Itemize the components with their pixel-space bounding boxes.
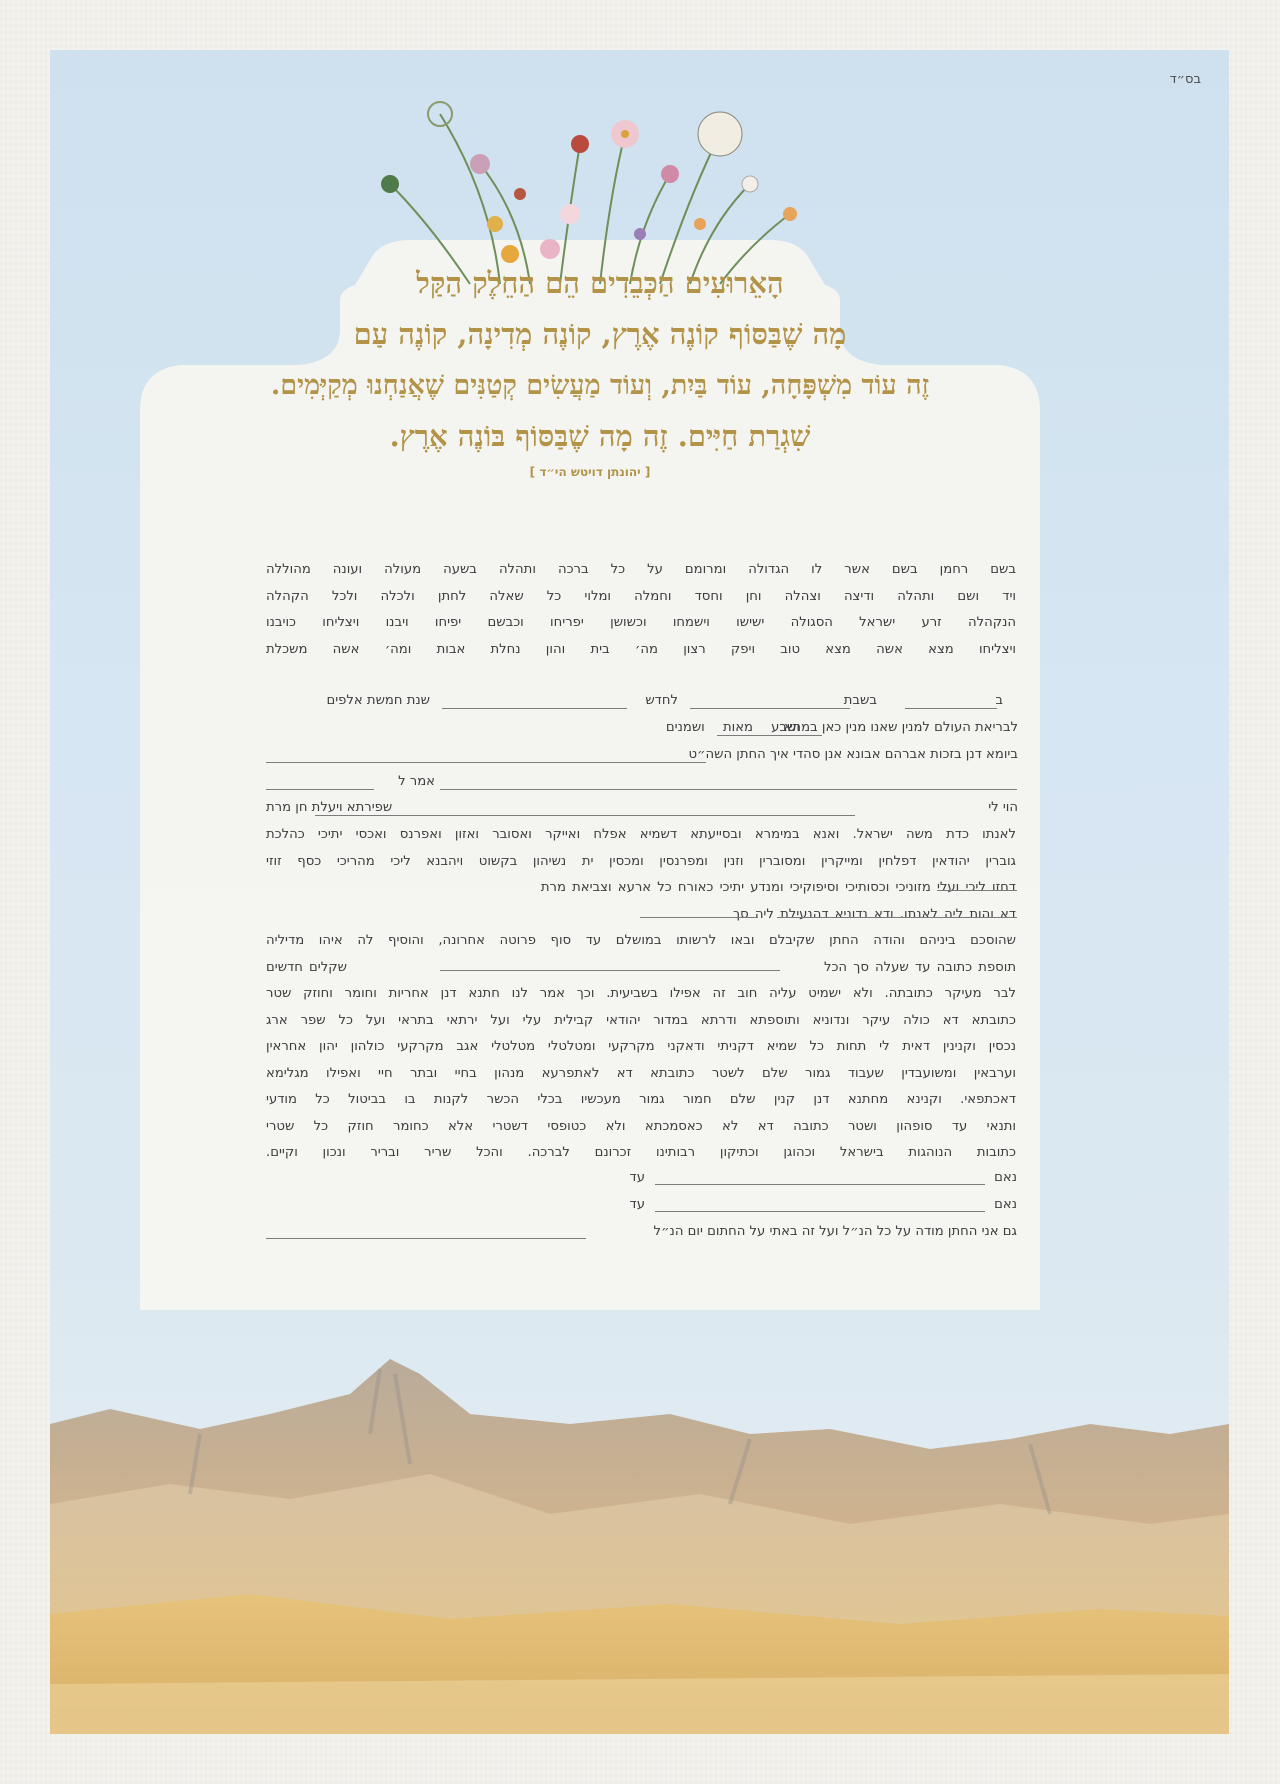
body-line: דאכתפאי. וקנינא מחתנא דנן קנין שלם חמור גמור מעכשיו בכלי הכשר לקנות בו בביטול כל מודעי — [266, 1092, 1016, 1107]
poem-line: הָאֵרוּעִים הַכְּבֵדִים הֵם הַחֵלֶק הַקַּל — [416, 266, 784, 300]
intro-line: ויצליחו מצא אשה מצא טוב ויפק רצון מה׳ בית והון נחלת אבות ומה׳ אשה משכלת — [266, 641, 1016, 657]
body-line: לבר מעיקר כתובתה. ולא ישמיט עליה חוב זה אפילו בשביעית. וכך אמר לנו חתנא דנן אחריות וחומר וחוזק שטר — [266, 986, 1016, 1001]
form-label-era: לבריאת העולם למנין שאנו מנין כאן במתא — [783, 720, 1018, 735]
groom-acknowledgement: גם אני החתן מודה על כל הנ״ל ועל זה באתי על החתום יום הנ״ל — [653, 1224, 1017, 1239]
form-label-be-mine: הוי לי — [988, 800, 1018, 815]
witness2-ed: עד — [629, 1197, 645, 1212]
witness1-line[interactable] — [655, 1184, 985, 1185]
poem-line: זֶה עוֹד מִשְׁפָּחָה, עוֹד בַּיִת, וְעוֹד מַעֲשִׂים קְטַנִּים שֶׁאֲנַחְנוּ מְקַיְּמִים. — [270, 370, 930, 401]
bsd-mark: בס״ד — [1169, 72, 1201, 87]
body-line: שהוסכם ביניהם והודה החתן שקיבלם ובאו לרשותו במושלם עד סוף פרוטה אחרונה, והוסיף לה איהו מדיליה — [266, 933, 1016, 948]
form-label-bride: שפירתא ויעלת חן מרת — [266, 800, 393, 815]
body-line-text: דא והות ליה לאנתו. ודא נדוניא דהנעילת ליה סך — [732, 906, 1016, 922]
blank-groom-name[interactable] — [440, 789, 1017, 790]
poem-author: [ יהונתן דויטש הי״ד ] — [529, 465, 651, 479]
mountains-illustration — [50, 1354, 1229, 1734]
blank-bride-name[interactable] — [315, 815, 855, 816]
form-label-years: ושבע מאות ושמנים — [665, 720, 800, 735]
wildflowers-illustration — [370, 74, 870, 289]
poem-line: שִׁגְרַת חַיִּים. זֶה מָה שֶׁבַּסּוֹף בּוֹנֶה אֶרֶץ. — [389, 419, 811, 453]
form-label-shabbat: בשבת — [843, 693, 877, 708]
intro-paragraph — [266, 557, 1016, 663]
body-line — [266, 902, 1016, 929]
body-line — [266, 875, 1016, 902]
body-line: גוברין יהודאין דפלחין ומייקרין ומסוברין וזנין ומפרנסין ומכסין ית נשיהון בקשוט ויהבנא ליכי מהריכי כסף זוזי — [266, 853, 1016, 869]
blank-day[interactable] — [905, 708, 997, 709]
intro-line: ויד ושם ותהלה ודיצה וצהלה וחן וחסד וחמלה ומלוי כל שאלה לחתן ולכלה ולכל הקהלה — [266, 588, 1016, 604]
blank-total[interactable] — [440, 970, 780, 971]
witness2-line[interactable] — [655, 1211, 985, 1212]
body-line: ותנאי עד סופהון ושטר כתובה דא לא כאסמכתא ולא כטופסי דשטרי אלא כחומר חוזק כל שטרי — [266, 1118, 1016, 1134]
blank-bride-title[interactable] — [266, 789, 374, 790]
witness1-label: נאם — [994, 1170, 1017, 1185]
body-line: כתובות הנוהגות בישראל וכהוגן וכתיקון רבותינו זכרונם לברכה. והכל שריר ובריר ונכון וקיים. — [266, 1145, 1016, 1160]
form-label-said: אמר ל — [398, 774, 435, 789]
intro-line: הנקהלה זרע ישראל הסגולה ישישו וישמחו וכשושן יפריחו וכבשם יפיחו ויבנו ויצליחו כויבנו — [266, 615, 1016, 630]
body-line: וערבאין ומשועבדין שעבוד גמור שלם לשטר כתובתא דא לאתפרעא מנהון בחיי ובתר חיי ואפילו מגלימא — [266, 1065, 1016, 1081]
blank-weekday[interactable] — [690, 708, 850, 709]
form-label-witnesses: ביומא דנן בזכות אברהם אבונא אנן סהדי איך החתן השה״ט — [688, 747, 1018, 762]
intro-line: בשם רחמן בשם אשר לו הגדולה ומרומם על כל ברכה ותהלה בשעה מעולה ועונה מהוללה — [266, 562, 1016, 577]
blank-bride-name-2[interactable] — [777, 917, 1017, 918]
blank-year[interactable] — [717, 735, 822, 736]
body-line: לאנתו כדת משה ישראל. ואנא במימרא ובסייעתא דשמיא אפלח ואייקר ואסובר ואזון ואפרנס ואכסי יתיכי כהלכת — [266, 827, 1016, 842]
ketubah-body — [266, 822, 1016, 1167]
blank-dowry[interactable] — [640, 917, 758, 918]
groom-signature-line[interactable] — [266, 1238, 586, 1239]
blank-city[interactable] — [266, 762, 706, 763]
witness2-label: נאם — [994, 1197, 1017, 1212]
poem-line: מָה שֶׁבַּסּוֹף קוֹנֶה אֶרֶץ, קוֹנֶה מְדִינָה, קוֹנֶה עַם — [353, 317, 847, 351]
body-line — [266, 955, 1016, 982]
witness1-ed: עד — [629, 1170, 645, 1185]
body-line-text: תוספת כתובה עד שעלה סך הכל — [823, 959, 1016, 975]
body-line: כתובתא דא כולה עיקר ונדוניא ותוספתא ודרתא במדור יהודאי קבילית עלי ועל ירתאי בתראי ועל כל שפר ארג — [266, 1012, 1016, 1028]
blank-mohar[interactable] — [937, 890, 1017, 891]
form-label-year: שנת חמשת אלפים — [326, 693, 430, 708]
blank-month[interactable] — [442, 708, 627, 709]
body-line: נכסין וקנינין דאית לי תחות כל שמיא דקניתי ודאקני מקרקעי ומטלטלי מטלטלי אגב מקרקעי כולהון יהון אחראין — [266, 1039, 1016, 1054]
form-label-bet: ב — [995, 693, 1003, 708]
form-label-month: לחדש — [645, 693, 678, 708]
body-line-text: שקלים חדשים — [266, 959, 347, 975]
poem-block — [210, 258, 990, 462]
body-line-text: דחזו ליכי ועלי מזוניכי וכסותיכי וסיפוקיכי ומנדע יתיכי כאורח כל ארעא וצביאת מרת — [540, 880, 1016, 895]
